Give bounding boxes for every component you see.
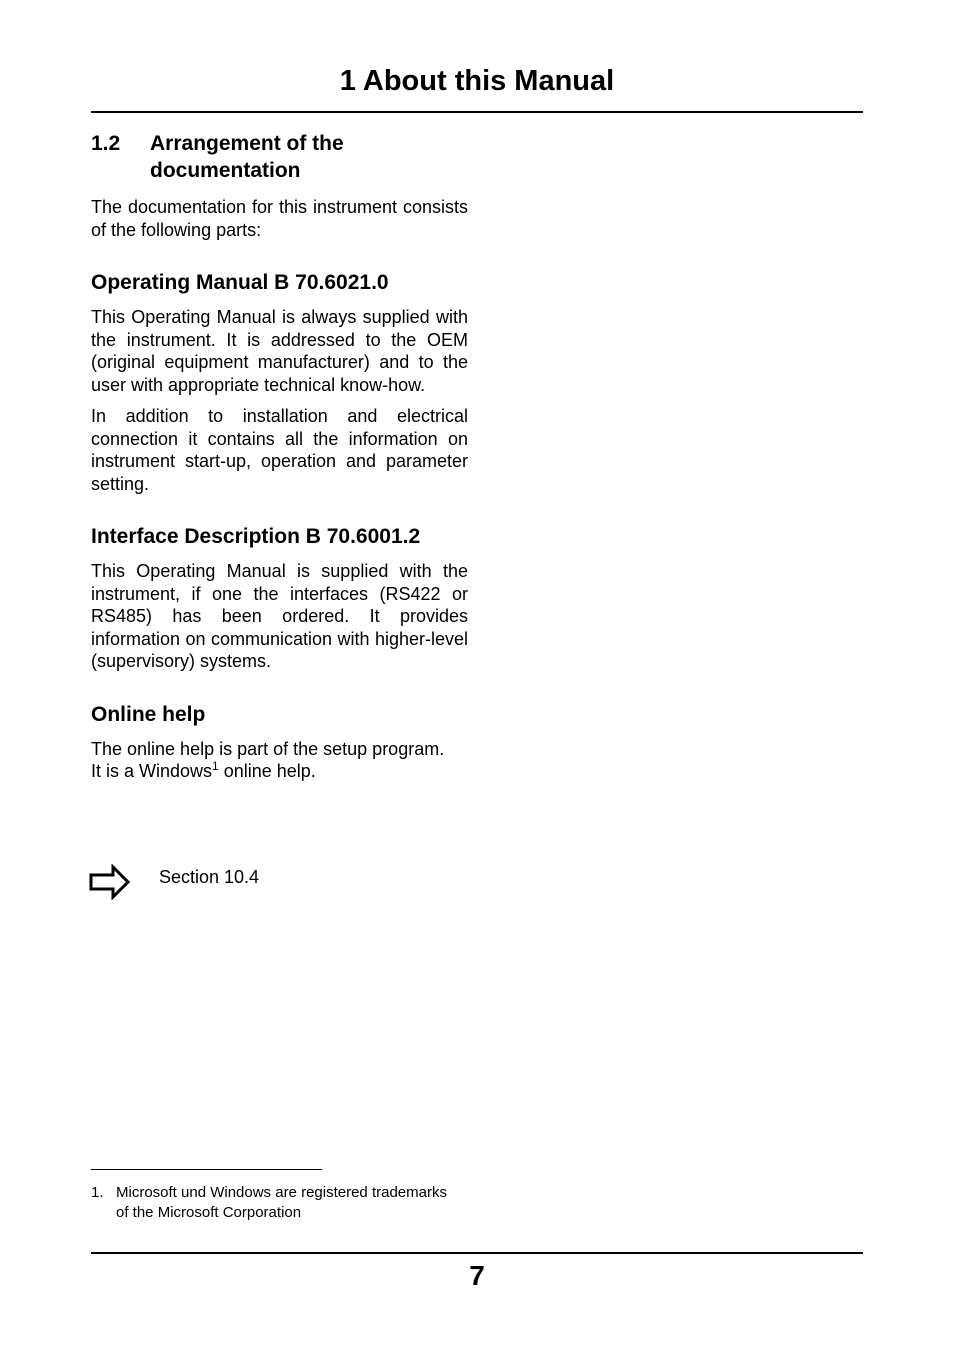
section-number: 1.2 [91,132,121,155]
section-heading [91,130,468,184]
operating-manual-paragraph-2: In addition to installation and electrical connection it contains all the information on instrument start-up, operation and parameter setting. [91,406,468,494]
chapter-title: 1 About this Manual [339,65,615,97]
cross-reference [89,864,260,900]
intro-paragraph: The documentation for this instrument consists of the following parts: [91,197,468,240]
header-rule [91,111,863,113]
arrow-right-icon [89,864,131,900]
page-number: 7 [469,1260,485,1291]
footnote-rule [91,1169,322,1170]
operating-manual-heading: Operating Manual B 70.6021.0 [91,271,389,294]
interface-description-paragraph: This Operating Manual is supplied with the instrument, if one the interfaces (RS422 or RS485) has been ordered. It provides information on communication with higher-level (supervisory) systems. [91,561,468,671]
online-help-heading: Online help [91,702,206,726]
online-help-line1: The online help is part of the setup program. [91,738,445,759]
section-title-line1: Arrangement of the [150,132,344,155]
footnote-number: 1. [91,1184,104,1201]
interface-description-heading: Interface Description B 70.6001.2 [91,525,421,548]
online-help-paragraph [91,738,468,783]
cross-reference-text: Section 10.4 [159,867,260,887]
section-title [150,130,468,184]
footer-rule [91,1252,863,1254]
footnote [91,1183,451,1223]
online-help-line2-prefix: It is a Windows [91,761,213,781]
main-column [91,127,468,783]
footnote-marker: 1 [212,759,219,773]
footnote-text: Microsoft und Windows are registered trademarks of the Microsoft Corporation [116,1184,447,1221]
online-help-line2-suffix: online help. [218,761,316,781]
operating-manual-paragraph-1: This Operating Manual is always supplied with the instrument. It is addressed to the OEM (original equipment manufacturer) and to the user with appropriate technical know-how. [91,307,468,395]
section-title-line2: documentation [150,159,301,182]
